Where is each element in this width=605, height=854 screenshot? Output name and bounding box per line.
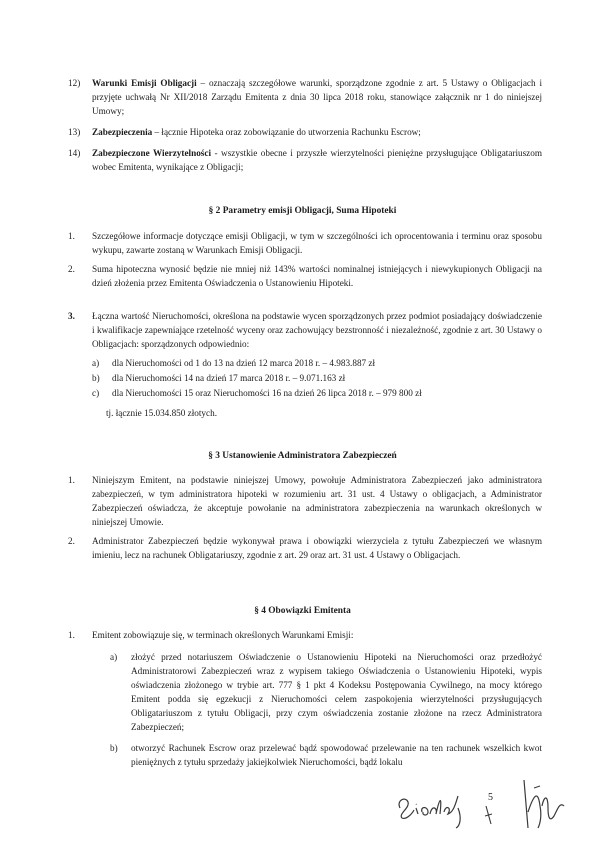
definition-text: - wszystkie obecne i przyszłe wierzytelności pieniężne przysługujące Obligatariuszom wobec Emitenta, wynikające z Obligacji; bbox=[92, 148, 542, 172]
subitem-text: dla Nieruchomości 14 na dzień 17 marca 2018 r. – 9.071.163 zł bbox=[112, 373, 346, 383]
section-paragraph: Niniejszym Emitent, na podstawie niniejszej Umowy, powołuje Administratora Zabezpieczeń jako administratora zabezpieczeń, w tym administratora hipoteki w rozumieniu art. 31 ust. 4 Ustawy o obligacjach, a Administrator Zabezpieczeń oświadcza, że akceptuje powołanie na administratora zabezpieczenia na warunkach określonych w niniejszej Umowie. bbox=[92, 475, 542, 527]
item-number: 2. bbox=[68, 536, 75, 546]
definition-term: Zabezpieczone Wierzytelności bbox=[92, 148, 211, 158]
subitem-text: dla Nieruchomości od 1 do 13 na dzień 12 marca 2018 r. – 4.983.887 zł bbox=[112, 358, 376, 368]
definition-item bbox=[92, 76, 542, 118]
item-number: 1. bbox=[68, 630, 75, 640]
item-number: 1. bbox=[68, 231, 75, 241]
handwritten-initials bbox=[514, 772, 570, 836]
definition-term: Zabezpieczenia bbox=[92, 127, 153, 137]
subitem-paragraph: złożyć przed notariuszem Oświadczenie o Ustanowieniu Hipoteki na Nieruchomości oraz przedłożyć Administratorowi Zabezpieczeń wraz z wypisem takiego Oświadczenia o Ustanowieniu Hipoteki, wypis oświadczenia złożonego w trybie art. 777 § 1 pkt 4 Kodeksu Postępowania Cywilnego, na mocy którego Emitent podda się egzekucji z Nieruchomości celem zaspokojenia wierzytelności przysługujących Obligatariuszom z tytułu Obligacji, przy czym oświadczenia zostanie złożone na rzecz Administratora Zabezpieczeń; bbox=[131, 652, 542, 732]
item-number: 2. bbox=[68, 264, 75, 274]
definition-item bbox=[92, 146, 542, 174]
definition-term: Warunki Emisji Obligacji bbox=[92, 78, 197, 88]
definition-number: 12) bbox=[68, 78, 81, 88]
definition-number: 14) bbox=[68, 148, 81, 158]
handwritten-signature bbox=[392, 774, 482, 830]
section-heading: § 4 Obowiązki Emitenta bbox=[254, 606, 351, 616]
definition-item bbox=[92, 125, 542, 139]
section-paragraph: Łączna wartość Nieruchomości, określona na podstawie wycen sporządzonych przez podmiot posiadający doświadczenie i kwalifikacje zapewniające rzetelność wyceny oraz zachowujący bezstronność i niezależność, zgodnie z art. 30 Ustawy o Obligacjach: sporządzonych odpowiednio: bbox=[92, 311, 542, 349]
item-number: 3. bbox=[68, 311, 75, 321]
definition-text: – łącznie Hipoteka oraz zobowiązanie do utworzenia Rachunku Escrow; bbox=[152, 127, 421, 137]
subitem-text: dla Nieruchomości 15 oraz Nieruchomości 16 na dzień 26 lipca 2018 r. – 979 800 zł bbox=[112, 388, 422, 398]
subitem-label: c) bbox=[92, 388, 100, 398]
subitem-label: a) bbox=[92, 358, 100, 368]
subitem-label: a) bbox=[110, 652, 118, 662]
section-paragraph: Suma hipoteczna wynosić będzie nie mniej niż 143% wartości nominalnej istniejących i niewykupionych Obligacji na dzień złożenia przez Emitenta Oświadczenia o Ustanowieniu Hipoteki. bbox=[92, 264, 542, 288]
subitem-label: b) bbox=[110, 743, 118, 753]
section-heading: § 3 Ustanowienie Administratora Zabezpieczeń bbox=[208, 451, 397, 461]
item-number: 1. bbox=[68, 475, 75, 485]
total-value: tj. łącznie 15.034.850 złotych. bbox=[106, 408, 217, 418]
section-heading: § 2 Parametry emisji Obligacji, Suma Hipoteki bbox=[208, 206, 397, 216]
section-paragraph: Emitent zobowiązuje się, w terminach określonych Warunkami Emisji: bbox=[92, 630, 354, 640]
subitem-paragraph: otworzyć Rachunek Escrow oraz przelewać bądź spowodować przelewanie na ten rachunek wszelkich kwot pieniężnych z tytułu sprzedaży jakiejkolwiek Nieruchomości, bądź lokalu bbox=[131, 743, 542, 767]
subitem-label: b) bbox=[92, 373, 100, 383]
definition-text: – oznaczają szczegółowe warunki, sporządzone zgodnie z art. 5 Ustawy o Obligacjach i przyjęte uchwałą Nr XII/2018 Zarządu Emitenta z dnia 30 lipca 2018 roku, stanowiące załącznik nr 1 do niniejszej Umowy; bbox=[92, 78, 542, 116]
section-paragraph: Administrator Zabezpieczeń będzie wykonywał prawa i obowiązki wierzyciela z tytułu Zabezpieczeń we własnym imieniu, lecz na rachunek Obligatariuszy, zgodnie z art. 29 oraz art. 31 ust. 4 Ustawy o Obligacjach. bbox=[92, 536, 542, 560]
definition-number: 13) bbox=[68, 127, 81, 137]
page-number: 5 bbox=[488, 792, 493, 803]
handwritten-mark bbox=[482, 802, 496, 828]
section-paragraph: Szczegółowe informacje dotyczące emisji Obligacji, w tym w szczególności ich oprocentowania i terminu oraz sposobu wykupu, zawarte zostaną w Warunkach Emisji Obligacji. bbox=[92, 231, 542, 255]
